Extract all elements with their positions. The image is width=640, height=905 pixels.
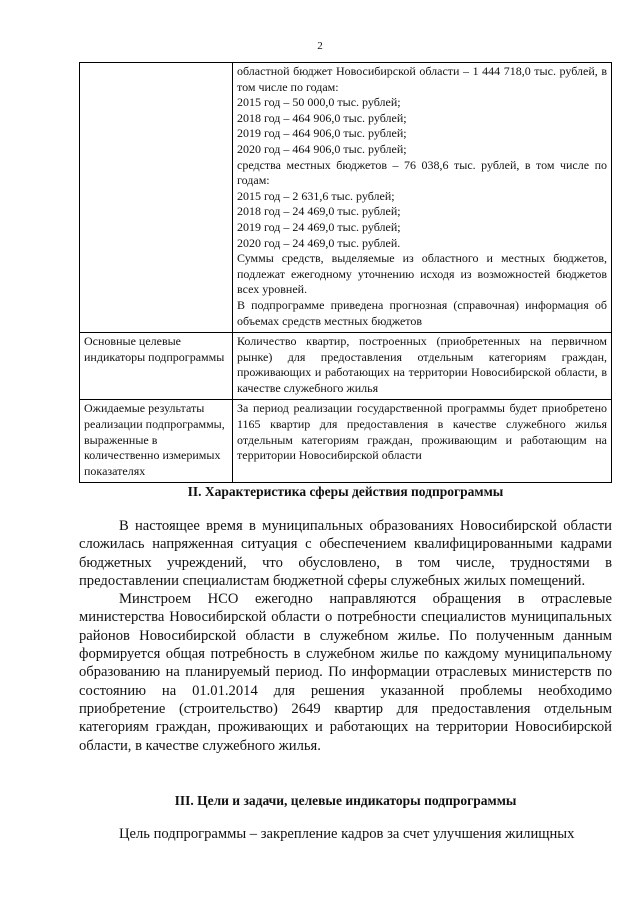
financing-line: областной бюджет Новосибирской области – 1 444 718,0 тыс. рублей, в том числе по годам: xyxy=(237,64,607,94)
section-2-body xyxy=(79,517,612,755)
financing-line: 2019 год – 24 469,0 тыс. рублей; xyxy=(237,219,401,234)
financing-line: 2020 год – 24 469,0 тыс. рублей. xyxy=(237,235,401,250)
financing-line: 2019 год – 464 906,0 тыс. рублей; xyxy=(237,126,407,141)
section-3-heading: III. Цели и задачи, целевые индикаторы подпрограммы xyxy=(174,793,517,808)
expected-results-label: Ожидаемые результаты реализации подпрограммы, выраженные в количественно измеримых показателях xyxy=(80,400,233,483)
indicators-value: Количество квартир, построенных (приобретенных на первичном рынке) для предоставления отдельным категориям граждан, проживающих и работающих на территории Новосибирской области, в качестве служебного жилья xyxy=(233,333,612,400)
paragraph: Минстроем НСО ежегодно направляются обращения в отраслевые министерства Новосибирской области о потребности специалистов муниципальных районов Новосибирской области в служебном жилье. По полученным данным формируется общая потребность в служебном жилье по каждому муниципальному образованию на планируемый период. По информации отраслевых министерств по состоянию на 01.01.2014 для решения указанной проблемы необходимо приобретение (строительство) 2649 квартир для предоставления отдельным категориям граждан, проживающих и работающих на территории Новосибирской области, в качестве служебного жилья. xyxy=(79,591,612,754)
subprogram-passport-table xyxy=(79,62,612,483)
table-row xyxy=(80,333,612,400)
expected-results-value: За период реализации государственной программы будет приобретено 1165 квартир для предоставления в качестве служебного жилья отдельным категориям граждан, проживающим и работающим на территории Новосибирской области xyxy=(233,400,612,483)
paragraph: Цель подпрограммы – закрепление кадров за счет улучшения жилищных xyxy=(119,826,575,842)
table-cell-empty xyxy=(80,63,233,333)
financing-line: В подпрограмме приведена прогнозная (справочная) информация об объемах средств местных бюджетов xyxy=(237,297,607,328)
financing-line: 2015 год – 2 631,6 тыс. рублей; xyxy=(237,188,395,203)
financing-line: 2020 год – 464 906,0 тыс. рублей; xyxy=(237,141,407,156)
financing-line: Суммы средств, выделяемые из областного и местных бюджетов, подлежат ежегодному уточнению исходя из возможностей бюджетов всех уровней. xyxy=(237,251,607,297)
financing-line: 2018 год – 464 906,0 тыс. рублей; xyxy=(237,110,407,125)
section-3-body xyxy=(79,825,612,843)
table-row xyxy=(80,400,612,483)
page-number: 2 xyxy=(317,40,323,52)
indicators-label: Основные целевые индикаторы подпрограммы xyxy=(80,333,233,400)
table-row xyxy=(80,63,612,333)
paragraph: В настоящее время в муниципальных образованиях Новосибирской области сложилась напряженная ситуация с обеспечением квалифицированными кадрами бюджетных учреждений, что обусловлено, в том числе, трудностями в предоставлении специалистам бюджетной сферы служебных жилых помещений. xyxy=(79,518,612,589)
section-2-heading: II. Характеристика сферы действия подпрограммы xyxy=(187,484,504,499)
financing-cell xyxy=(233,63,612,333)
financing-line: 2018 год – 24 469,0 тыс. рублей; xyxy=(237,204,401,219)
financing-line: средства местных бюджетов – 76 038,6 тыс. рублей, в том числе по годам: xyxy=(237,157,607,188)
financing-line: 2015 год – 50 000,0 тыс. рублей; xyxy=(237,95,401,110)
